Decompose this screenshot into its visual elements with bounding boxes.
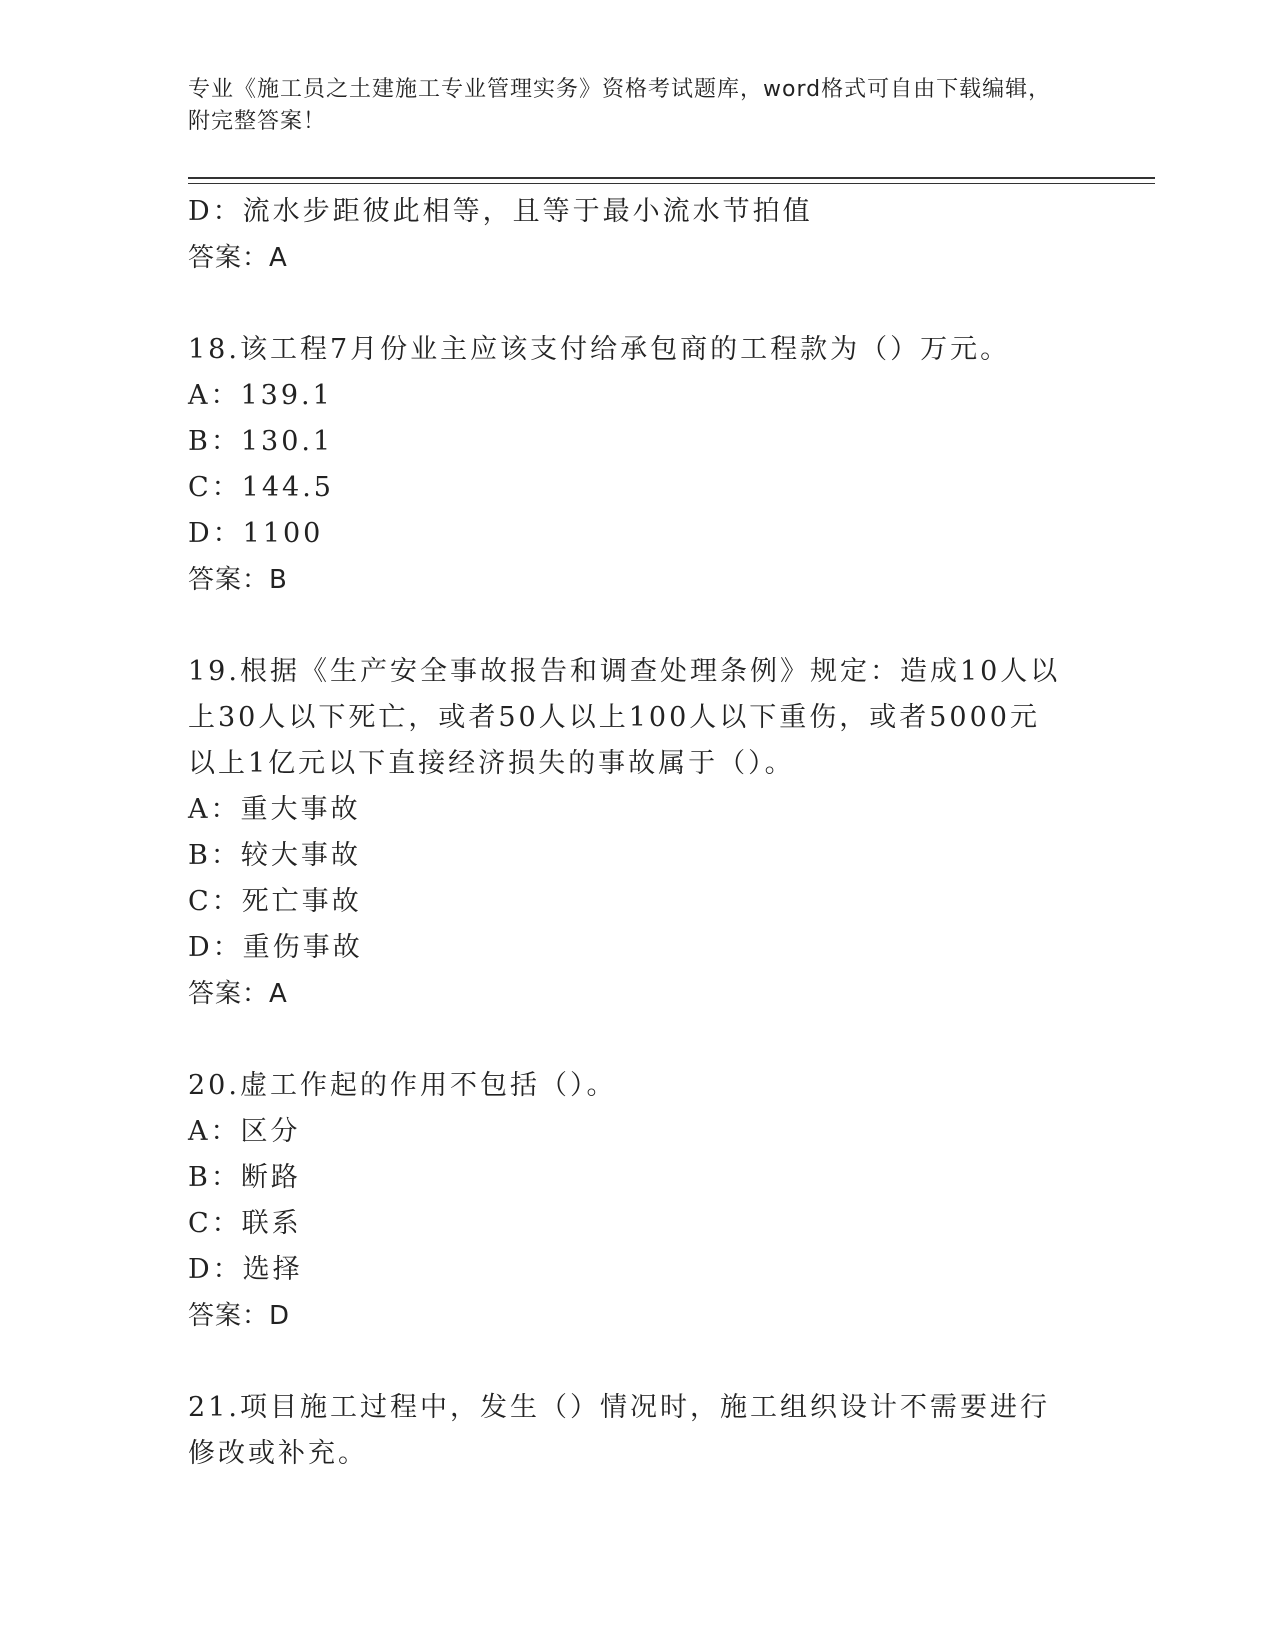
question-19 (188, 649, 1068, 1017)
header-divider-thick (188, 177, 1155, 179)
question-text: 19.根据《生产安全事故报告和调查处理条例》规定：造成10人以上30人以下死亡，或者50人以上100人以下重伤，或者5000元以上1亿元以下直接经济损失的事故属于（）。 (188, 656, 1061, 779)
option-a: A：139.1 (188, 380, 333, 411)
header-divider-thin (188, 183, 1155, 184)
answer: 答案：A (188, 979, 288, 1009)
option-c: C：死亡事故 (188, 886, 362, 917)
question-text: 21.项目施工过程中，发生（）情况时，施工组织设计不需要进行修改或补充。 (188, 1392, 1050, 1469)
option-b: B：较大事故 (188, 840, 361, 871)
option-d: D：重伤事故 (188, 932, 363, 963)
question-21 (188, 1385, 1068, 1477)
option-a: A：重大事故 (188, 794, 361, 825)
option-d: D：1100 (188, 518, 324, 549)
option-b: B：断路 (188, 1162, 301, 1193)
answer: 答案：D (188, 1301, 291, 1331)
question-18 (188, 327, 1068, 603)
question-list (188, 189, 1068, 1477)
prev-option-d: D：流水步距彼此相等，且等于最小流水节拍值 (188, 196, 813, 227)
question-20 (188, 1063, 1068, 1339)
spacer (188, 603, 1068, 649)
option-b: B：130.1 (188, 426, 334, 457)
spacer (188, 281, 1068, 327)
question-text: 18.该工程7月份业主应该支付给承包商的工程款为（）万元。 (188, 334, 1011, 365)
spacer (188, 1017, 1068, 1063)
prev-answer: 答案：A (188, 243, 288, 273)
page-header: 专业《施工员之土建施工专业管理实务》资格考试题库，word格式可自由下载编辑，附完整答案！ (188, 77, 1052, 134)
option-a: A：区分 (188, 1116, 301, 1147)
option-c: C：144.5 (188, 472, 334, 503)
option-d: D：选择 (188, 1254, 303, 1285)
answer: 答案：B (188, 565, 288, 595)
option-c: C：联系 (188, 1208, 302, 1239)
question-text: 20.虚工作起的作用不包括（）。 (188, 1070, 617, 1101)
spacer (188, 1339, 1068, 1385)
